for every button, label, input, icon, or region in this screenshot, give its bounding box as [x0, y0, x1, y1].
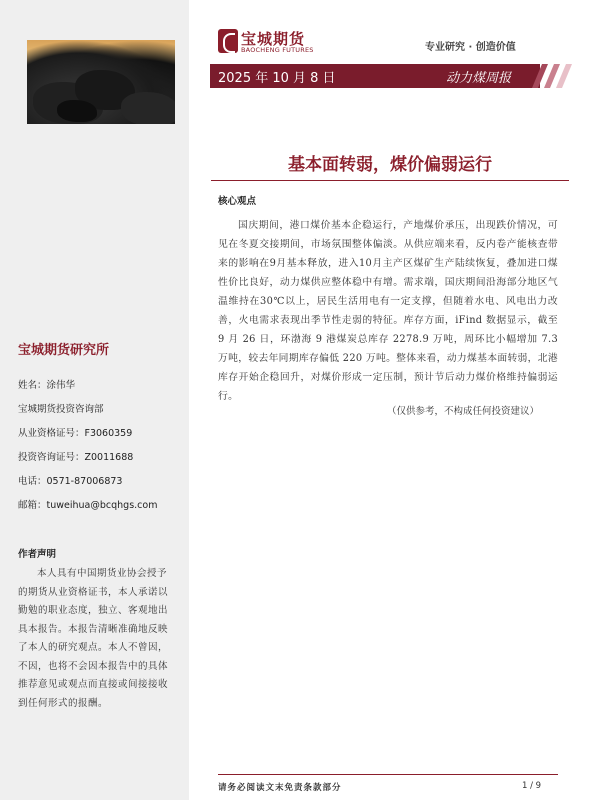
- sidebar: [0, 0, 189, 800]
- qualification-number: 从业资格证号：F3060359: [18, 428, 133, 439]
- date-banner: [210, 64, 540, 88]
- core-viewpoint-text: 国庆期间，港口煤价基本企稳运行，产地煤价承压，出现跌价情况，可见在冬夏交接期间，市场氛围整体偏淡。从供应端来看，反内卷产能核查带来的影响在9月基本释放，进入10月主产区煤矿生产陆续恢复，叠加进口煤性价比良好，动力煤供应整体稳中有增。需求端，国庆期间沿海部分地区气温维持在30℃以上，居民生活用电有一定支撑，但随着水电、风电出力改善，火电需求表现出季节性走弱的特征。库存方面，iFind 数据显示，截至 9 月 26 日，环渤海 9 港煤炭总库存 2278.9 万吨，周环比小幅增加 7.3 万吨，较去年同期库存偏低 220 万吨。整体来看，动力煤基本面转弱，北港库存开始企稳回升，对煤价形成一定压制，预计节后动力煤价格维持偏弱运行。: [218, 220, 558, 402]
- email-address[interactable]: 邮箱：tuweihua@bcqhgs.com: [18, 500, 158, 511]
- slogan: 专业研究 · 创造价值: [425, 42, 516, 53]
- report-date: 2025 年 10 月 8 日: [218, 71, 336, 86]
- title-divider: [211, 180, 569, 181]
- declaration-title: 作者声明: [18, 549, 57, 560]
- company-logo: [218, 29, 318, 57]
- logo-english-name: BAOCHENG FUTURES: [241, 46, 314, 54]
- report-type: 动力煤周报: [446, 71, 512, 86]
- declaration-body: 本人具有中国期货业协会授予的期货从业资格证书，本人承诺以勤勉的职业态度，独立、客观地出具本报告。本报告清晰准确地反映了本人的研究观点。本人不曾因，不因，也将不会因本报告中的具体推荐意见或观点而直接或间接接收到任何形式的报酬。: [18, 568, 169, 709]
- footer-divider: [218, 774, 558, 775]
- footer-notice: 请务必阅读文末免责条款部分: [218, 783, 342, 793]
- investment-disclaimer: （仅供参考，不构成任何投资建议）: [387, 406, 540, 417]
- phone-number: 电话：0571-87006873: [18, 476, 123, 487]
- logo-mark-icon: [218, 29, 238, 53]
- institute-name: 宝城期货研究所: [18, 343, 110, 358]
- section-heading: 核心观点: [218, 196, 257, 207]
- logo-chinese-name: 宝城期货: [241, 30, 306, 48]
- analyst-name: 姓名：涂伟华: [18, 380, 76, 391]
- analyst-department: 宝城期货投资咨询部: [18, 404, 104, 415]
- coal-photo: [27, 40, 175, 124]
- consulting-license-number: 投资咨询证号：Z0011688: [18, 452, 134, 463]
- page-title: 基本面转弱，煤价偏弱运行: [288, 155, 492, 175]
- banner-stripes-decoration: [520, 64, 580, 88]
- page-number: 1 / 9: [522, 781, 542, 791]
